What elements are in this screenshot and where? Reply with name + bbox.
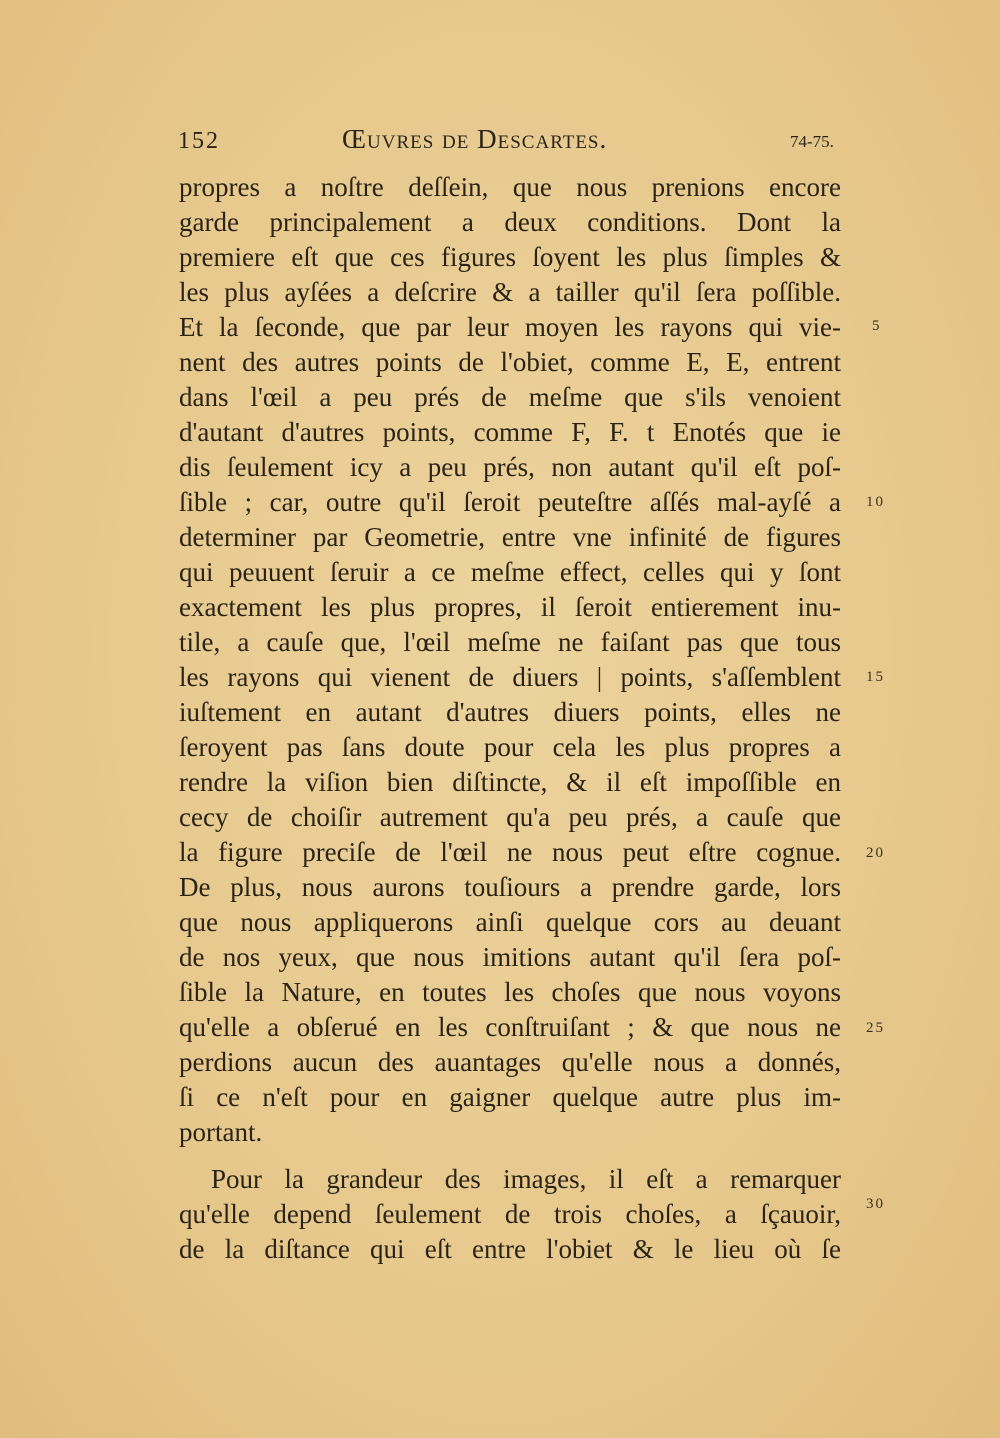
line-number: 20 <box>866 845 885 861</box>
text-line: portant. <box>179 1117 263 1147</box>
running-title: Œuvres de Descartes. <box>342 124 608 154</box>
text-line: ſible la Nature, en toutes les choſes que nous voyons <box>179 977 841 1007</box>
text-line: qui peuuent ſeruir a ce meſme effect, celles qui y ſont <box>179 557 841 587</box>
paragraph-gap <box>179 1150 841 1162</box>
line-number: 15 <box>866 669 885 685</box>
text-line: propres a noſtre deſſein, que nous prenions encore <box>179 172 841 202</box>
text-line: que nous appliquerons ainſi quelque cors au deuant <box>179 907 841 937</box>
text-line: ſeroyent pas ſans doute pour cela les plus propres a <box>179 732 841 762</box>
text-line: determiner par Geometrie, entre vne infinité de figures <box>179 522 841 552</box>
text-line: ſi ce n'eſt pour en gaigner quelque autre plus im- <box>179 1082 841 1112</box>
text-line: qu'elle a obſerué en les conſtruiſant ; & que nous ne <box>179 1012 841 1042</box>
text-line: cecy de choiſir autrement qu'a peu prés, a cauſe que <box>179 802 841 832</box>
text-line: ſible ; car, outre qu'il ſeroit peuteſtre aſſés mal-ayſé a <box>179 487 841 517</box>
page-number: 152 <box>178 128 220 154</box>
line-number: 25 <box>866 1020 885 1036</box>
line-number: 30 <box>866 1196 885 1212</box>
text-line: la figure preciſe de l'œil ne nous peut eſtre cognue. <box>179 837 841 867</box>
text-line: d'autant d'autres points, comme F, F. t Enotés que ie <box>179 417 841 447</box>
text-line: de la diſtance qui eſt entre l'obiet & le lieu où ſe <box>179 1234 841 1264</box>
text-line: dis ſeulement icy a peu prés, non autant qu'il eſt poſ- <box>179 452 841 482</box>
text-line: Pour la grandeur des images, il eſt a remarquer <box>211 1164 841 1194</box>
page-reference: 74-75. <box>790 132 834 151</box>
text-line: qu'elle depend ſeulement de trois choſes, a ſçauoir, <box>179 1199 841 1229</box>
text-line: exactement les plus propres, il ſeroit entierement inu- <box>179 592 841 622</box>
text-line: tile, a cauſe que, l'œil meſme ne faiſant pas que tous <box>179 627 841 657</box>
text-line: perdions aucun des auantages qu'elle nous a donnés, <box>179 1047 841 1077</box>
text-line: de nos yeux, que nous imitions autant qu'il ſera poſ- <box>179 942 841 972</box>
text-line: rendre la viſion bien diſtincte, & il eſt impoſſible en <box>179 767 841 797</box>
line-number: 10 <box>866 494 885 510</box>
text-line: les rayons qui vienent de diuers | points, s'aſſemblent <box>179 662 841 692</box>
text-line: De plus, nous aurons touſiours a prendre garde, lors <box>179 872 841 902</box>
text-line: dans l'œil a peu prés de meſme que s'ils venoient <box>179 382 841 412</box>
text-body <box>179 170 841 1267</box>
text-line: garde principalement a deux conditions. Dont la <box>179 207 841 237</box>
text-line: les plus ayſées a deſcrire & a tailler qu'il ſera poſſible. <box>179 277 841 307</box>
text-line: nent des autres points de l'obiet, comme E, E, entrent <box>179 347 841 377</box>
text-line: premiere eſt que ces figures ſoyent les plus ſimples & <box>179 242 841 272</box>
text-line: Et la ſeconde, que par leur moyen les rayons qui vie- <box>179 312 841 342</box>
line-number: 5 <box>872 318 882 334</box>
running-header <box>0 124 1000 160</box>
text-line: iuſtement en autant d'autres diuers points, elles ne <box>179 697 841 727</box>
